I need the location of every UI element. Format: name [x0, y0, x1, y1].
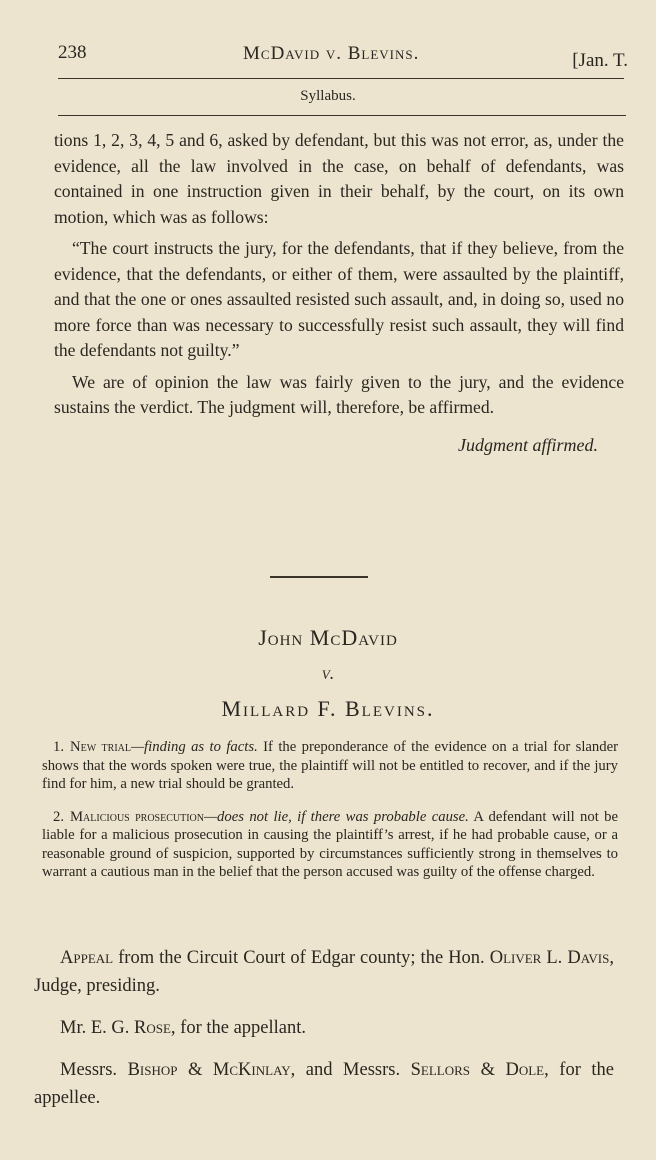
- opinion-paragraph-3: We are of opinion the law was fairly given to the jury, and the evidence sustains the verdict. The judgment will, therefore, be affirmed.: [54, 371, 624, 417]
- section-label: Syllabus.: [300, 88, 356, 104]
- counsel-role: , for the appellee.: [34, 1060, 614, 1108]
- appellee-name: Millard F. Blevins.: [221, 696, 435, 721]
- term-label: [Jan. T.: [572, 50, 628, 71]
- opinion-paragraph-2: “The court instructs the jury, for the defendants, that if they believe, from the evidence, that the defendants, or either of them, were assaulted by the plaintiff, and that the one or ones assaulted resisted such assault, and, in doing so, used no more force than was necessary to successfully resist such assault, they will find the defendants not guilty.”: [54, 238, 624, 360]
- syllabus-subtopic: —finding as to facts.: [131, 739, 258, 755]
- running-title: McDavid v. Blevins.: [243, 43, 420, 64]
- appellant-counsel: [34, 1014, 614, 1042]
- syllabus-number: 1.: [52, 739, 64, 755]
- opinion-paragraph-1: tions 1, 2, 3, 4, 5 and 6, asked by defendant, but this was not error, as, under the evidence, all the law involved in the case, on behalf of defendants, was contained in one instruction given in their behalf, by the court, on its own motion, which was as follows:: [54, 130, 624, 227]
- appeal-word: Appeal: [60, 948, 114, 968]
- section-rule: [58, 115, 626, 116]
- judgment-line: Judgment affirmed.: [458, 434, 598, 455]
- counsel-name: Sellors & Dole: [410, 1060, 545, 1080]
- header-rule: [58, 78, 624, 79]
- opinion-text: [54, 128, 624, 456]
- counsel-joiner: , and Messrs.: [290, 1060, 411, 1080]
- page-number: 238: [58, 42, 87, 63]
- syllabus-text: If the preponderance of the evidence on a trial for slander shows that the words spoken were true, the plaintiff will not be entitled to recover, and if the jury find for him, a new trial should be granted.: [42, 739, 619, 792]
- page-header: [58, 42, 628, 82]
- syllabus-topic: Malicious prosecution: [70, 808, 204, 825]
- appeal-section: [34, 944, 614, 1112]
- appellant-name: John McDavid: [258, 625, 398, 650]
- counsel-name: E. G. Rose: [90, 1018, 171, 1038]
- counsel-prefix: Messrs.: [60, 1060, 128, 1080]
- syllabus-subtopic: —does not lie, if there was probable cause.: [203, 808, 469, 825]
- case-divider: [270, 576, 368, 578]
- syllabus-item: [42, 808, 618, 882]
- counsel-name: Bishop & McKinlay: [127, 1060, 291, 1080]
- appellee-counsel: [34, 1056, 614, 1112]
- syllabus-text: A defendant will not be liable for a malicious prosecution in causing the plaintiff’s arrest, if he had probable cause, or a reasonable ground of suspicion, supported by circumstances sufficiently strong in themselves to warrant a cautious man in the belief that the person accused was guilty of the offense charged.: [42, 808, 618, 880]
- counsel-role: , for the appellant.: [170, 1018, 307, 1038]
- syllabus-topic: New trial: [70, 739, 131, 755]
- appeal-presiding: , Judge, presiding.: [34, 948, 614, 996]
- judge-name: Oliver L. Davis: [489, 948, 610, 968]
- syllabus-notes: [42, 738, 618, 882]
- case-caption: [0, 625, 656, 722]
- counsel-prefix: Mr.: [60, 1018, 91, 1038]
- appeal-statement: [34, 944, 614, 1000]
- versus: v.: [321, 663, 335, 683]
- syllabus-item: [42, 738, 618, 794]
- syllabus-number: 2.: [52, 808, 64, 825]
- appeal-court: from the Circuit Court of Edgar county; the Hon.: [113, 948, 490, 968]
